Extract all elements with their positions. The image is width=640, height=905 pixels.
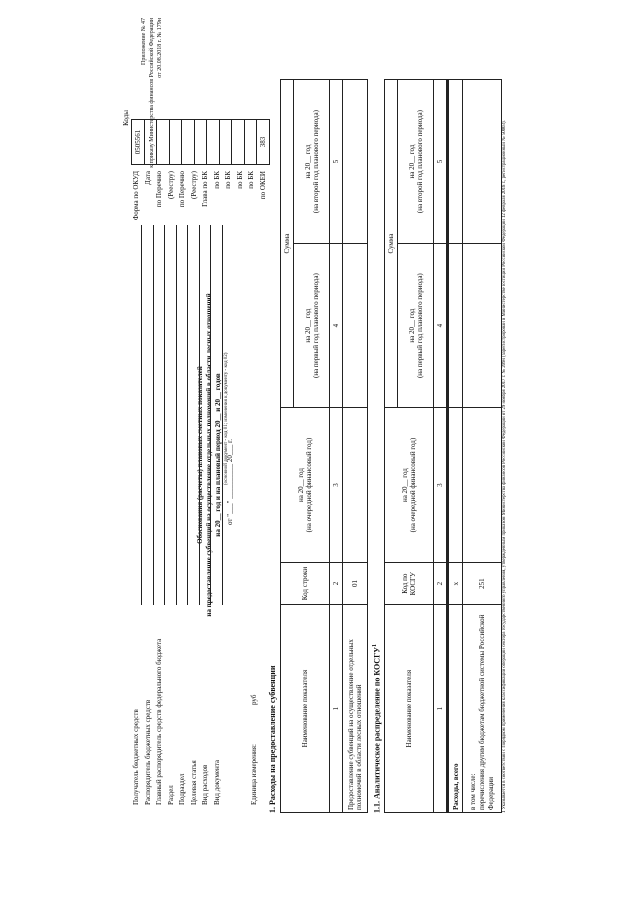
col-header: на 20__ год (на очередной финансовый год) [281,408,330,563]
fill-line [164,225,165,605]
col-header: Наименование показателя [385,605,434,813]
codes-row [144,120,157,165]
appendix-number: Приложение № 47 [141,18,147,65]
value-cell [463,80,502,244]
col-number: 2 [330,562,343,604]
codes-row [182,120,195,165]
req-label: Распорядитель бюджетных средств [143,699,152,805]
value-cell [448,80,463,244]
value-cell [343,244,368,408]
req-label: Подраздел [178,773,186,805]
table-row [448,80,463,813]
col-header: на 20__ год (на первый год планового периода) [398,244,434,408]
right-label: Форма по ОКУД [132,171,140,221]
col-header: Сумма [281,80,294,408]
req-label: Целевая статья [189,760,198,805]
row-label: Предоставление субвенций на осуществление отдельных полномочий в области лесных отношений [343,605,368,813]
value-cell [343,408,368,563]
section11-table [384,79,502,813]
row-code: x [448,562,463,604]
codes-row [157,120,170,165]
fill-line [141,225,142,605]
code-cell [182,120,195,165]
codes-row [194,120,207,165]
code-cell [244,120,257,165]
codes-row [257,120,270,165]
col-number: 5 [434,80,448,244]
right-label: по ОКЕИ [258,171,267,200]
codes-table [131,119,270,165]
unit-value: руб [250,694,258,705]
row-label: в том числе: перечисления другим бюджетам бюджетной системы Российской Федерации [463,605,502,813]
code-cell: 383 [257,120,270,165]
section11-title: 1.1. Аналитическое распределение по КОСГУ$^1$ [372,643,382,813]
fill-line [199,225,200,605]
col-header: Код по КОСГУ [385,562,434,604]
value-cell [448,408,463,563]
row-code: 01 [343,562,368,604]
table-row [330,80,343,813]
fill-line [176,225,177,605]
col-number: 4 [330,244,343,408]
col-header: Код строки [281,562,330,604]
section1-title: 1. Расходы на предоставление субвенции [268,665,277,813]
right-label: по Перечню (Реестру) [178,171,198,208]
row-code: 251 [463,562,502,604]
codes-row [232,120,245,165]
requisites-labels [131,639,223,805]
code-cell [169,120,182,165]
code-cell [157,120,170,165]
code-cell: 0505561 [132,120,145,165]
table-header-row [385,80,398,813]
code-cell [207,120,220,165]
right-label: по Перечню (Реестру) [155,171,175,208]
col-number: 3 [330,408,343,563]
col-header: Наименование показателя [281,605,330,813]
table-row [434,80,448,813]
req-label: Главный распорядитель средств федерального бюджета [155,638,163,805]
fill-line [222,225,223,605]
unit-label: Единица измерения: [250,744,258,805]
appendix-order: к приказу Министерства финансов Российской Федерации [149,18,155,168]
right-labels [131,171,269,235]
col-header: на 20__ год (на второй год планового периода) [294,80,330,244]
date-line: от "___" __________ 20___ г. [226,438,234,525]
col-number: 3 [434,408,448,563]
value-cell [448,244,463,408]
col-header: на 20__ год (на второй год планового периода) [398,80,434,244]
req-label: Вид расходов [201,764,209,805]
col-header: на 20__ год (на первый год планового периода) [294,244,330,408]
right-label: по БК [235,171,244,189]
right-label: по БК [224,171,232,189]
section1-table [280,79,368,813]
col-header: Сумма [385,80,398,408]
col-header: на 20__ год (на очередной финансовый год) [385,408,434,563]
code-cell [144,120,157,165]
fill-line [153,225,154,605]
table-header-row [281,80,294,813]
code-cell [232,120,245,165]
right-label: по БК [212,171,221,189]
codes-row [169,120,182,165]
codes-header-label: Коды [122,110,130,126]
codes-row [244,120,257,165]
code-cell [194,120,207,165]
doc-type-hint: (основной документ - код 01; изменения к документу - код 02) [224,352,229,485]
document-title: Обоснования (расчеты) плановых сметных показателей на предоставление субвенций на осуществление отдельных полномочий в области лесных отношений на 20__ год и на плановый период 20__ и 20__ годов [196,293,222,617]
right-label: Глава по БК [201,171,209,207]
col-number: 1 [434,605,448,813]
table-row [343,80,368,813]
code-cell [219,120,232,165]
fill-line [187,225,188,605]
codes-row [207,120,220,165]
col-number: 5 [330,80,343,244]
req-label: Получатель бюджетных средств [132,709,140,805]
codes-row [219,120,232,165]
col-number: 2 [434,562,448,604]
value-cell [343,80,368,244]
codes-row [132,120,145,165]
req-label: Вид документа [212,759,221,805]
value-cell [463,408,502,563]
value-cell [463,244,502,408]
appendix-date: от 20.08.2018 г. № 179н [157,18,163,78]
right-label: Дата [143,171,152,185]
fill-line [210,225,211,605]
req-label: Раздел [166,785,175,805]
table-row [463,80,502,813]
row-label: Расходы, всего [448,605,463,813]
right-label: по БК [247,171,255,189]
footnote: 1 Указывается в соответствии с Порядком применения классификации операций сектора государственного управления, утвержденным приказом Министерства финансов Российской Федерации от 29 ноября 2017 г. № 209н (зарегистрирован в Министерстве юстиции Российской Федерации 12 февраля 2018 г., регистрационный № 50003). [502,120,507,813]
col-number: 4 [434,244,448,408]
col-number: 1 [330,605,343,813]
